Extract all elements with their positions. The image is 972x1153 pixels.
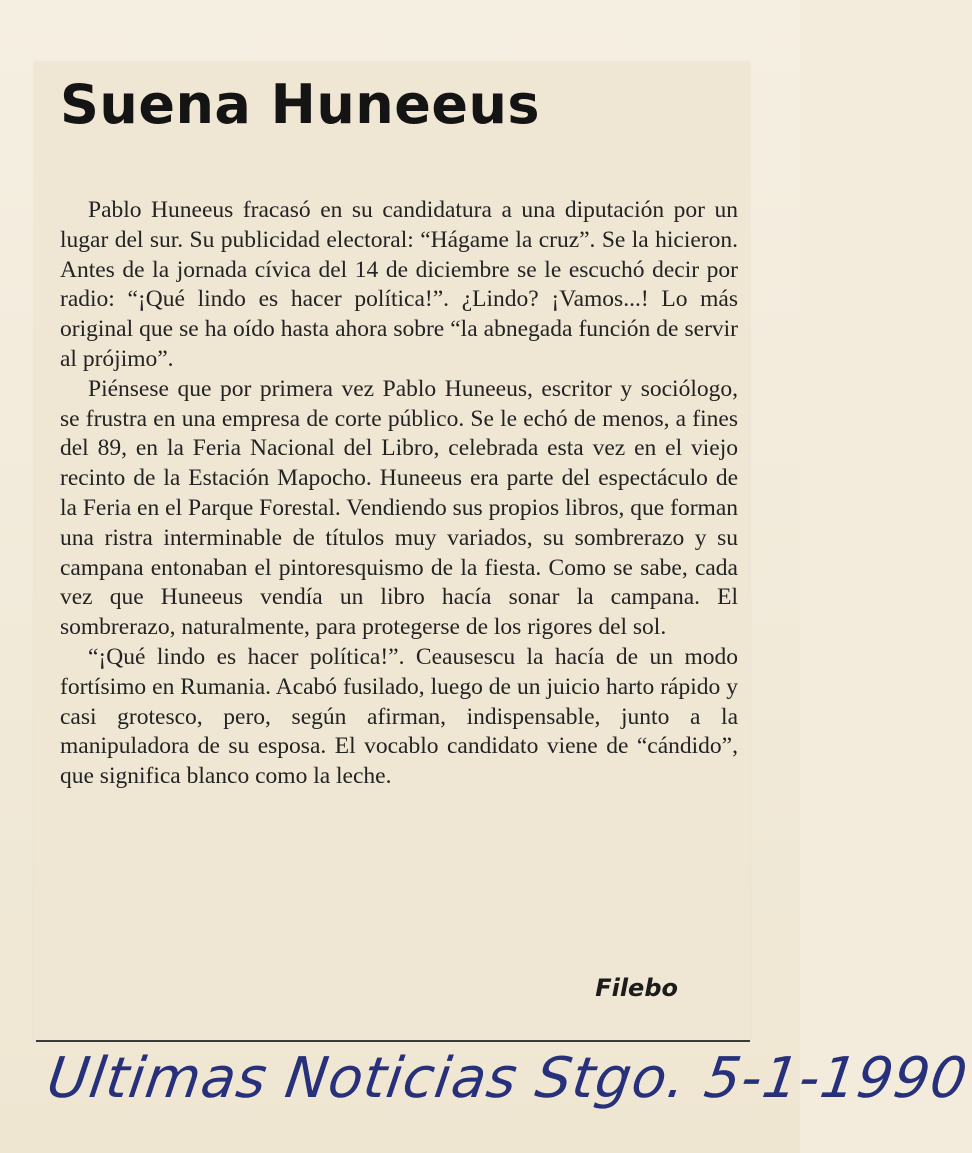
article-paragraph-1: Pablo Huneeus fracasó en su candidatura a una diputación por un lugar del sur. Su publicidad electoral: “Hágame la cruz”. Se la hicieron. Antes de la jornada cívica del 14 de diciembre se le escuchó decir por radio: “¡Qué lindo es hacer política!”. ¿Lindo? ¡Vamos...! Lo más original que se ha oído hasta ahora sobre “la abnegada función de servir al prójimo”. xyxy=(60,197,738,372)
article-body xyxy=(60,196,738,792)
article-paragraph-3: “¡Qué lindo es hacer política!”. Ceausescu la hacía de un modo fortísimo en Rumania. Acabó fusilado, luego de un juicio harto rápido y casi grotesco, pero, según afirman, indispensable, junto a la manipuladora de su esposa. El vocablo candidato viene de “cándido”, que significa blanco como la leche. xyxy=(60,643,738,790)
article-paragraph-2: Piénsese que por primera vez Pablo Huneeus, escritor y sociólogo, se frustra en una empresa de corte público. Se le echó de menos, a fines del 89, en la Feria Nacional del Libro, celebrada esta vez en el viejo recinto de la Estación Mapocho. Huneeus era parte del espectáculo de la Feria en el Parque Forestal. Vendiendo sus propios libros, que forman una ristra interminable de títulos muy variados, su sombrerazo y su campana entonaban el pintoresquismo de la fiesta. Como se sabe, cada vez que Huneeus vendía un libro hacía sonar la campana. El sombrerazo, naturalmente, para protegerse de los rigores del sol. xyxy=(60,375,738,641)
article-headline: Suena Huneeus xyxy=(60,73,541,136)
author-signature: Filebo xyxy=(595,974,678,1002)
divider-line xyxy=(36,1040,750,1042)
handwritten-annotation: Ultimas Noticias Stgo. 5-1-1990 xyxy=(43,1046,972,1111)
